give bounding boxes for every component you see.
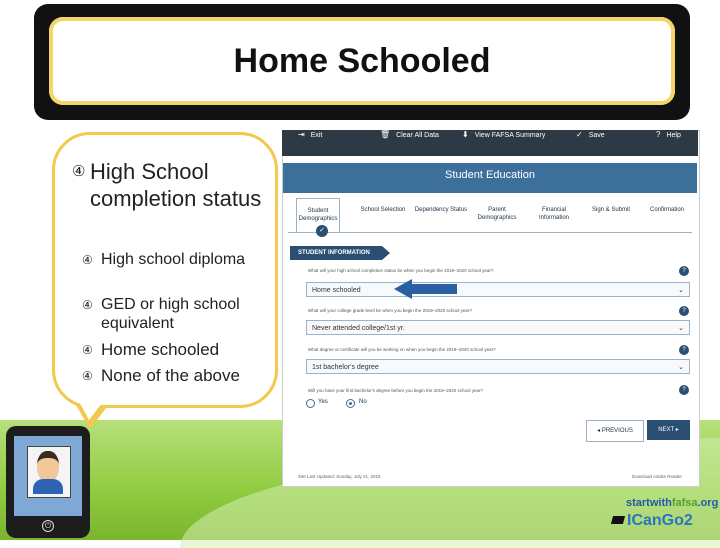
sub-bullet [82,295,256,333]
startwithfafsa-logo [626,497,718,509]
section-title: Student Education [283,163,697,193]
bullet-icon: ④ [82,253,93,267]
select-value: Never attended college/1st yr. [312,325,405,332]
arrow-shaft [412,284,457,294]
exit-icon: ⇥ [298,130,305,139]
form-tabs [288,198,692,233]
logo-text: .org [697,497,719,509]
avatar-icon [33,479,63,494]
chevron-down-icon: ⌄ [678,287,684,294]
clear-data-button[interactable] [380,130,439,156]
sub-bullet-label: High school diploma [101,251,246,268]
exit-button[interactable] [298,130,322,156]
chevron-right-icon: ▸ [675,427,679,433]
radio-yes[interactable] [306,399,315,408]
label-tip [382,246,390,260]
download-icon: ⬇ [462,130,469,139]
slide-title: Home Schooled [233,42,491,80]
view-summary-label: View FAFSA Summary [474,132,546,139]
save-button[interactable] [576,130,605,156]
arrow-icon [394,279,412,299]
tab-sign-submit[interactable]: Sign & Submit [591,207,631,213]
tab-school-selection[interactable]: School Selection [360,207,406,213]
tab-parent-demographics[interactable]: Parent Demographics [477,207,517,221]
tab-confirmation[interactable]: Confirmation [649,207,684,213]
last-updated-text: Site Last Updated: Sunday, July 21, 2018 [298,474,381,479]
view-summary-button[interactable] [462,130,545,156]
exit-label: Exit [310,132,323,139]
save-label: Save [588,132,605,139]
main-bullet-label: High School completion status [90,159,262,211]
download-reader-link[interactable]: Download Adobe Reader [632,474,683,479]
chevron-down-icon: ⌄ [678,364,684,371]
sub-bullet-label: None of the above [101,366,240,385]
tab-dependency-status[interactable]: Dependency Status [414,207,468,213]
previous-button[interactable] [586,420,644,442]
logo-text: ICanGo2 [627,512,693,529]
tab-financial-information[interactable]: Financial Information [538,207,569,221]
tab-student-demographics[interactable]: Student Demographics [296,198,340,232]
sub-bullet [82,250,256,269]
bullet-icon: ④ [82,369,93,383]
avatar-head [37,451,59,482]
high-school-status-select[interactable] [306,282,690,297]
help-label: Help [666,132,681,139]
question-text: What degree or certificate will you be working on when you begin the 2019–2020 school year? [308,347,496,352]
degree-select[interactable] [306,359,690,374]
bubble-tail-inner [75,394,109,420]
pencil-icon: ✓ [316,225,328,237]
sub-bullet-label: Home schooled [101,340,220,359]
sub-bullet [82,340,256,359]
student-information-label: STUDENT INFORMATION [290,246,382,260]
select-value: 1st bachelor's degree [312,364,379,371]
bullet-icon: ④ [82,343,93,357]
radio-no-label: No [359,399,367,405]
chevron-left-icon: ◂ [597,428,601,434]
save-icon: ✓ [576,130,583,139]
help-icon[interactable]: ? [679,266,689,276]
form-toolbar [282,130,698,156]
help-icon[interactable]: ? [679,306,689,316]
question-text: What will your high school completion status be when you begin the 2019–2020 school year? [308,268,494,273]
select-value: Home schooled [312,287,361,294]
clear-data-label: Clear All Data [396,132,439,139]
college-grade-level-select[interactable] [306,320,690,335]
radio-no[interactable] [346,399,355,408]
question-text: What will your college grade level be when you begin the 2019–2020 school year? [308,308,472,313]
previous-label: PREVIOUS [601,428,633,434]
help-button[interactable] [656,130,681,156]
main-bullet [72,158,262,212]
help-icon[interactable]: ? [679,385,689,395]
help-icon: ? [656,130,661,139]
chevron-down-icon: ⌄ [678,325,684,332]
logo-text: startwith [626,497,672,509]
sub-bullet-label: GED or high school equivalent [101,296,240,332]
icango-logo [611,512,717,536]
bullet-icon: ④ [72,163,86,180]
bullet-icon: ④ [82,298,93,312]
next-label: NEXT [658,427,675,433]
radio-yes-label: Yes [318,399,328,405]
question-text: Will you have your first bachelor's degree before you begin the 2019–2020 school year? [308,388,483,393]
sub-bullet [82,366,256,385]
next-button[interactable] [647,420,690,440]
power-icon: ⏻ [42,520,54,532]
trash-icon: 🗑 [380,130,391,139]
logo-text: fafsa [671,497,698,509]
help-icon[interactable]: ? [679,345,689,355]
